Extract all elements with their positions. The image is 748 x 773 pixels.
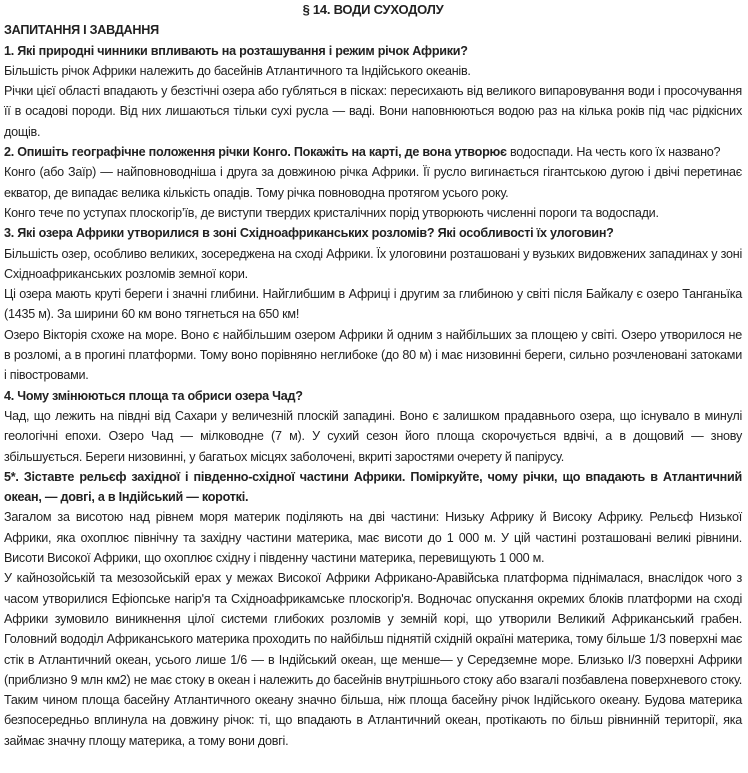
question-5: 5*. Зіставте рельєф західної і південно-східної частини Африки. Поміркуйте, чому річки, що впадають в Атлантичний океан, — довгі, а в Індійський — короткі. [4, 469, 742, 505]
question-2-rest: водоспади. На честь кого їх названо? [506, 145, 721, 160]
question-4: 4. Чому змінюються площа та обриси озера Чад? [4, 388, 303, 403]
section-heading: ЗАПИТАННЯ І ЗАВДАННЯ [4, 23, 159, 38]
answer-paragraph: Загалом за висотою над рівнем моря материк поділяють на дві частини: Низьку Африку й Високу Африку. Рельєф Низької Африки, яка охоплює північну та західну частини материка, має висоти до 1 000 м. У цій частині розташовані великі рівнини. Висоти Високої Африки, що охоплює східну і південну частини материка, перевищують 1 000 м. [4, 510, 742, 566]
answer-paragraph: Конго (або Заїр) — найповноводніша і друга за довжиною річка Африки. Її русло вигинається гігантською дугою і двічі перетинає екватор, де випадає велика кількість опадів. Тому річка повноводна протягом усього року. [4, 165, 742, 200]
answer-paragraph: Чад, що лежить на півдні від Сахари у величезній плоскій западині. Воно є залишком прадавнього озера, що існувало в минулі геологічні епохи. Озеро Чад — мілководне (7 м). У сухий сезон його площа скорочується вдвічі, а в дощовий — знову збільшується. Береги низовинні, у багатьох місцях заболочені, вкриті заростями очерету й папірусу. [4, 408, 742, 464]
question-3: 3. Які озера Африки утворилися в зоні Східноафриканських розломів? Які особливості їх улоговин? [4, 226, 614, 241]
page-title: § 14. ВОДИ СУХОДОЛУ [302, 2, 444, 17]
question-2-bold: 2. Опишіть географічне положення річки Конго. Покажіть на карті, де вона утворює [4, 145, 507, 160]
answer-paragraph: Більшість річок Африки належить до басейнів Атлантичного та Індійського океанів. [4, 63, 471, 78]
question-1: 1. Які природні чинники впливають на розташування і режим річок Африки? [4, 43, 468, 58]
answer-paragraph: Більшість озер, особливо великих, зосереджена на сході Африки. Їх улоговини розташовані у вузьких видовжених западинах у зоні Східноафриканських розломів земної кори. [4, 246, 742, 281]
answer-paragraph: У кайнозойській та мезозойській ерах у межах Високої Африки Африкано-Аравійська платформа піднімалася, внаслідок чого з часом утворилися Ефіопське нагір'я та Східноафрикамське плоскогір'я. Водночас опускання окремих блоків платформи на сході Африки зумовило виникнення цілої системи глибоких розломів у земній корі, що утворили Великий Африканський грабен. Головний вододіл Африканського материка проходить по найбільш піднятій східній окраїні материка, тому більше 1/3 поверхні має стік в Атлантичний океан, усього лише 1/6 — в Індійський океан, ще менше— у Середземне море. Близько І/3 поверхні Африки (приблизно 9 млн км2) не має стоку в океан і належить до басейнів внутрішнього стоку або взагалі позбавлена поверхневого стоку. Таким чином площа басейну Атлантичного океану значно більша, ніж площа басейну річок Індійського океану. Будова материка безпосередньо вплинула на довжину річок: ті, що впадають в Атлантичний океан, протікають по більш рівнинній території, яка займає значну площу материка, а тому вони довгі. [4, 571, 742, 748]
question-2 [4, 142, 742, 162]
answer-paragraph: Ці озера мають круті береги і значні глибини. Найглибшим в Африці і другим за глибиною у світі після Байкалу є озеро Танганьїка (1435 м). За ширини 60 км воно тягнеться на 650 км! [4, 287, 742, 322]
answer-paragraph: Річки цієї області впадають у безстічні озера або губляться в пісках: пересихають від великого випаровування води і просочування її в осадові породи. Від них лишаються тільки сухі русла — ваді. Вони наповнюються водою раз на кілька років під час рідкісних дощів. [4, 84, 742, 139]
answer-paragraph: Конго тече по уступах плоскогір’їв, де виступи твердих кристалічних порід утворюють численні пороги та водоспади. [4, 205, 659, 220]
answer-paragraph: Озеро Вікторія схоже на море. Воно є найбільшим озером Африки й одним з найбільших за площею у світі. Озеро утворилося не в розломі, а в прогині платформи. Тому воно порівняно неглибоке (до 80 м) і має низовинні береги, сильно розчленовані затоками і півостровами. [4, 327, 742, 383]
